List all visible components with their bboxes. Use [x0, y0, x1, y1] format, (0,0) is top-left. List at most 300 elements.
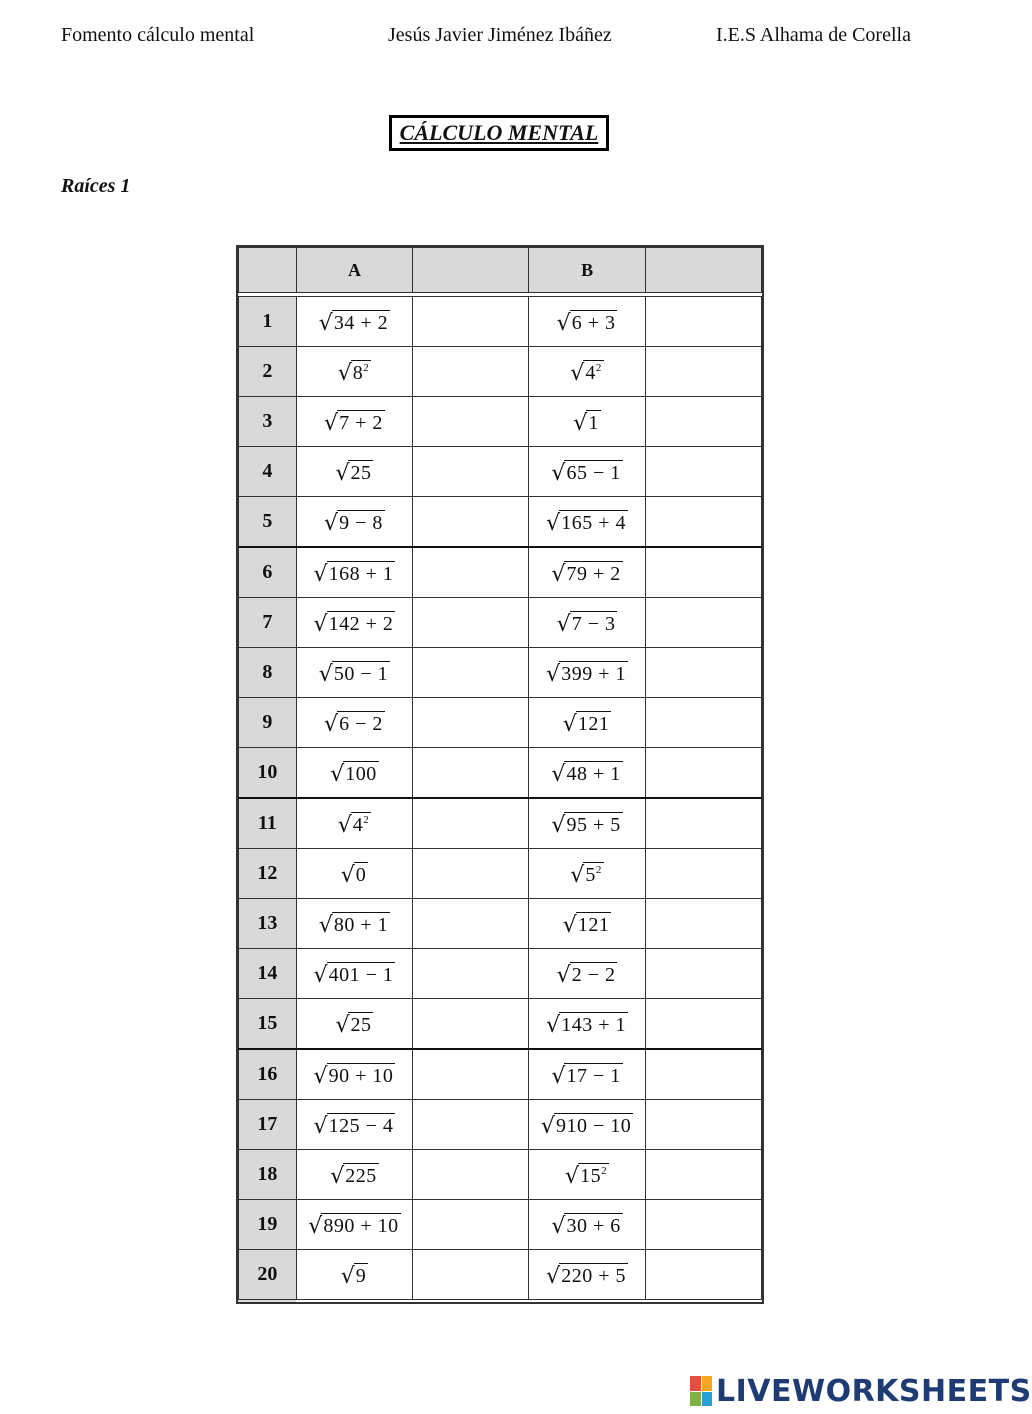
square-root-icon: √ [562, 711, 577, 737]
row-number: 16 [239, 1049, 297, 1100]
table-row [239, 497, 762, 548]
radicand-value: 65 − 1 [566, 461, 621, 484]
row-number: 13 [239, 899, 297, 949]
answer-cell-b[interactable] [645, 1250, 761, 1300]
square-root-icon: √ [335, 460, 350, 486]
radicand-value: 125 − 4 [328, 1114, 394, 1137]
root-expression-b [551, 1213, 622, 1239]
cell-exercise-a [296, 598, 412, 648]
radicand [583, 360, 604, 383]
cell-exercise-a [296, 748, 412, 799]
radicand [354, 862, 369, 885]
root-expression-a [313, 561, 396, 587]
root-expression-a [335, 1012, 373, 1038]
radicand-value: 4 [352, 813, 364, 836]
square-root-icon: √ [573, 410, 588, 436]
answer-cell-b[interactable] [645, 547, 761, 598]
radicand [564, 812, 622, 835]
answer-cell-a[interactable] [413, 1150, 529, 1200]
table-row [239, 798, 762, 849]
row-number: 1 [239, 297, 297, 347]
cell-exercise-a [296, 1200, 412, 1250]
answer-cell-a[interactable] [413, 1049, 529, 1100]
table-row [239, 1100, 762, 1150]
answer-cell-b[interactable] [645, 598, 761, 648]
header-left: Fomento cálculo mental [61, 24, 255, 46]
root-expression-b [573, 410, 601, 436]
radicand [343, 761, 379, 784]
square-root-icon: √ [340, 862, 355, 888]
row-number: 5 [239, 497, 297, 548]
cell-exercise-b [529, 1049, 645, 1100]
root-expression-b [562, 711, 612, 737]
root-expression-b [546, 510, 628, 536]
radicand [559, 661, 628, 684]
square-root-icon: √ [551, 1213, 566, 1239]
radicand-value: 143 + 1 [561, 1013, 626, 1036]
cell-exercise-a [296, 999, 412, 1050]
square-root-icon: √ [313, 1113, 328, 1139]
square-root-icon: √ [551, 460, 566, 486]
answer-cell-a[interactable] [413, 347, 529, 397]
radicand-value: 80 + 1 [333, 913, 389, 936]
square-root-icon: √ [337, 360, 352, 386]
root-expression-b [556, 310, 618, 336]
answer-cell-a[interactable] [413, 297, 529, 347]
answer-cell-a[interactable] [413, 698, 529, 748]
logo-square-green [690, 1392, 701, 1407]
answer-cell-b[interactable] [645, 1150, 761, 1200]
square-root-icon: √ [324, 510, 339, 536]
square-root-icon: √ [337, 812, 352, 838]
root-expression-a [313, 962, 396, 988]
radicand [332, 661, 390, 684]
square-root-icon: √ [313, 561, 328, 587]
row-number: 10 [239, 748, 297, 799]
table-header-row [239, 248, 762, 293]
radicand [348, 1012, 373, 1035]
logo-square-orange [702, 1376, 713, 1391]
answer-cell-a[interactable] [413, 949, 529, 999]
cell-exercise-b [529, 698, 645, 748]
cell-exercise-b [529, 347, 645, 397]
radicand-value: 95 + 5 [566, 813, 621, 836]
answer-cell-b[interactable] [645, 397, 761, 447]
root-expression-a [313, 1063, 396, 1089]
exercise-sheet [236, 245, 764, 1304]
answer-cell-b[interactable] [645, 297, 761, 347]
root-expression-b [556, 611, 618, 637]
radicand [570, 962, 618, 985]
row-number: 17 [239, 1100, 297, 1150]
cell-exercise-b [529, 447, 645, 497]
radicand [564, 1213, 622, 1236]
root-expression-a [335, 460, 373, 486]
row-number: 2 [239, 347, 297, 397]
page-title [389, 115, 609, 151]
square-root-icon: √ [340, 1263, 355, 1289]
square-root-icon: √ [562, 912, 577, 938]
root-expression-b [546, 1012, 628, 1038]
radicand-value: 90 + 10 [328, 1064, 394, 1087]
radicand-value: 220 + 5 [561, 1264, 626, 1287]
radicand-value: 165 + 4 [561, 511, 626, 534]
root-expression-b [546, 1263, 628, 1289]
square-root-icon: √ [551, 761, 566, 787]
radicand-value: 890 + 10 [323, 1214, 399, 1237]
radicand-value: 401 − 1 [328, 963, 394, 986]
square-root-icon: √ [556, 962, 571, 988]
radicand-value: 168 + 1 [328, 562, 394, 585]
radicand-value: 910 − 10 [555, 1114, 632, 1137]
answer-cell-a[interactable] [413, 849, 529, 899]
answer-cell-a[interactable] [413, 598, 529, 648]
square-root-icon: √ [556, 611, 571, 637]
root-expression-a [324, 510, 385, 536]
answer-cell-a[interactable] [413, 999, 529, 1050]
table-row [239, 748, 762, 799]
row-number: 6 [239, 547, 297, 598]
table-row [239, 849, 762, 899]
answer-cell-b[interactable] [645, 1200, 761, 1250]
radicand-value: 0 [355, 863, 367, 886]
cell-exercise-b [529, 1150, 645, 1200]
exponent: 2 [601, 1164, 608, 1177]
answer-cell-a[interactable] [413, 447, 529, 497]
table-row [239, 1150, 762, 1200]
exponent: 2 [363, 361, 370, 374]
square-root-icon: √ [551, 561, 566, 587]
cell-exercise-a [296, 949, 412, 999]
cell-exercise-a [296, 447, 412, 497]
header-author: Jesús Javier Jiménez Ibáñez [388, 24, 612, 46]
radicand-value: 4 [585, 361, 596, 384]
square-root-icon: √ [313, 962, 328, 988]
square-root-icon: √ [324, 711, 339, 737]
header-school: I.E.S Alhama de Corella [716, 24, 911, 46]
square-root-icon: √ [313, 611, 328, 637]
root-expression-b [556, 962, 618, 988]
square-root-icon: √ [324, 410, 339, 436]
cell-exercise-b [529, 598, 645, 648]
square-root-icon: √ [330, 761, 345, 787]
answer-cell-b[interactable] [645, 347, 761, 397]
answer-cell-a[interactable] [413, 547, 529, 598]
radicand [576, 711, 612, 734]
radicand [337, 711, 385, 734]
radicand-value: 34 + 2 [333, 311, 389, 334]
radicand [564, 1063, 622, 1086]
answer-cell-b[interactable] [645, 497, 761, 548]
root-expression-b [551, 761, 622, 787]
row-number: 4 [239, 447, 297, 497]
root-expression-b [562, 912, 612, 938]
radicand-value: 7 + 2 [339, 411, 383, 434]
row-number: 9 [239, 698, 297, 748]
square-root-icon: √ [565, 1163, 580, 1189]
exponent: 2 [363, 813, 370, 826]
root-expression-b [551, 460, 622, 486]
root-expression-a [318, 912, 390, 938]
answer-cell-b[interactable] [645, 1049, 761, 1100]
radicand [554, 1113, 633, 1136]
answer-cell-b[interactable] [645, 1100, 761, 1150]
square-root-icon: √ [551, 1063, 566, 1089]
root-expression-a [337, 812, 372, 838]
radicand [348, 460, 373, 483]
answer-cell-a[interactable] [413, 748, 529, 799]
row-number: 14 [239, 949, 297, 999]
answer-cell-b[interactable] [645, 798, 761, 849]
radicand-value: 6 + 3 [571, 311, 616, 334]
cell-exercise-a [296, 899, 412, 949]
exponent: 2 [595, 361, 602, 374]
row-number: 19 [239, 1200, 297, 1250]
radicand [351, 812, 372, 835]
square-root-icon: √ [570, 360, 585, 386]
answer-cell-b[interactable] [645, 849, 761, 899]
square-root-icon: √ [546, 1263, 561, 1289]
table-row [239, 949, 762, 999]
answer-cell-a[interactable] [413, 648, 529, 698]
logo-square-red [690, 1376, 701, 1391]
radicand [559, 1263, 628, 1286]
radicand [576, 912, 612, 935]
radicand [327, 962, 396, 985]
radicand-value: 9 − 8 [339, 511, 383, 534]
page-title-text: CÁLCULO MENTAL [399, 120, 599, 145]
radicand [327, 611, 396, 634]
radicand [327, 1063, 396, 1086]
square-root-icon: √ [546, 661, 561, 687]
radicand [559, 1012, 628, 1035]
root-expression-a [330, 761, 379, 787]
cell-exercise-b [529, 949, 645, 999]
corner-cell [239, 248, 297, 293]
radicand [343, 1163, 379, 1186]
radicand [586, 410, 601, 433]
radicand-value: 9 [355, 1264, 367, 1287]
radicand [570, 310, 618, 333]
radicand [332, 912, 390, 935]
root-expression-a [324, 410, 385, 436]
answer-cell-b[interactable] [645, 648, 761, 698]
square-root-icon: √ [556, 310, 571, 336]
root-expression-a [318, 310, 390, 336]
radicand-value: 7 − 3 [571, 612, 616, 635]
cell-exercise-a [296, 1049, 412, 1100]
cell-exercise-b [529, 999, 645, 1050]
square-root-icon: √ [318, 661, 333, 687]
cell-exercise-a [296, 397, 412, 447]
row-number: 20 [239, 1250, 297, 1300]
row-number: 15 [239, 999, 297, 1050]
root-expression-a [337, 360, 372, 386]
logo-text: LIVEWORKSHEETS [716, 1373, 1032, 1409]
radicand [337, 510, 385, 533]
cell-exercise-b [529, 1100, 645, 1150]
row-number: 12 [239, 849, 297, 899]
table-row [239, 1250, 762, 1300]
table-row [239, 698, 762, 748]
radicand-value: 15 [580, 1164, 602, 1187]
section-subtitle: Raíces 1 [61, 175, 131, 197]
root-expression-b [546, 661, 628, 687]
table-row [239, 999, 762, 1050]
root-expression-a [340, 1263, 369, 1289]
table-row [239, 1200, 762, 1250]
cell-exercise-b [529, 1200, 645, 1250]
answer-cell-b[interactable] [645, 748, 761, 799]
cell-exercise-b [529, 748, 645, 799]
table-row [239, 297, 762, 347]
table-row [239, 347, 762, 397]
root-expression-a [340, 862, 369, 888]
cell-exercise-a [296, 297, 412, 347]
radicand [578, 1163, 609, 1186]
radicand-value: 48 + 1 [566, 762, 621, 785]
cell-exercise-a [296, 849, 412, 899]
radicand-value: 399 + 1 [561, 662, 626, 685]
radicand [327, 1113, 396, 1136]
root-expression-b [551, 561, 622, 587]
radicand [327, 561, 396, 584]
square-root-icon: √ [330, 1163, 345, 1189]
answer-cell-a[interactable] [413, 1250, 529, 1300]
answer-cell-b[interactable] [645, 999, 761, 1050]
logo-square-blue [702, 1392, 713, 1407]
cell-exercise-a [296, 1150, 412, 1200]
root-expression-b [540, 1113, 633, 1139]
root-expression-b [570, 360, 604, 386]
root-expression-a [313, 1113, 396, 1139]
cell-exercise-b [529, 648, 645, 698]
answer-cell-b[interactable] [645, 899, 761, 949]
radicand-value: 142 + 2 [328, 612, 394, 635]
cell-exercise-b [529, 849, 645, 899]
radicand [564, 460, 622, 483]
radicand [321, 1213, 400, 1236]
radicand [583, 862, 604, 885]
cell-exercise-a [296, 1100, 412, 1150]
square-root-icon: √ [335, 1012, 350, 1038]
root-expression-a [308, 1213, 400, 1239]
root-expression-a [318, 661, 390, 687]
square-root-icon: √ [318, 310, 333, 336]
root-expression-b [551, 812, 622, 838]
cell-exercise-a [296, 347, 412, 397]
cell-exercise-a [296, 547, 412, 598]
cell-exercise-a [296, 497, 412, 548]
row-number: 8 [239, 648, 297, 698]
square-root-icon: √ [313, 1063, 328, 1089]
answer-cell-b[interactable] [645, 447, 761, 497]
radicand-value: 100 [345, 762, 377, 785]
row-number: 18 [239, 1150, 297, 1200]
radicand-value: 25 [350, 1013, 372, 1036]
column-header-a: A [296, 248, 412, 293]
cell-exercise-b [529, 1250, 645, 1300]
answer-cell-b[interactable] [645, 949, 761, 999]
cell-exercise-b [529, 397, 645, 447]
square-root-icon: √ [546, 1012, 561, 1038]
radicand [351, 360, 372, 383]
square-root-icon: √ [546, 510, 561, 536]
cell-exercise-b [529, 497, 645, 548]
root-expression-a [324, 711, 385, 737]
answer-cell-a[interactable] [413, 798, 529, 849]
cell-exercise-b [529, 547, 645, 598]
table-row [239, 648, 762, 698]
exercise-table [238, 247, 762, 1300]
radicand [559, 510, 628, 533]
row-number: 11 [239, 798, 297, 849]
logo-mark-icon [690, 1376, 712, 1406]
radicand-value: 5 [585, 863, 596, 886]
table-row [239, 447, 762, 497]
table-row [239, 598, 762, 648]
root-expression-a [313, 611, 396, 637]
root-expression-b [551, 1063, 622, 1089]
root-expression-a [330, 1163, 379, 1189]
root-expression-b [565, 1163, 609, 1189]
radicand-value: 2 − 2 [571, 963, 616, 986]
column-header-b: B [529, 248, 645, 293]
radicand-value: 121 [577, 913, 610, 936]
column-header-answer-b [645, 248, 761, 293]
exponent: 2 [595, 863, 602, 876]
answer-cell-a[interactable] [413, 497, 529, 548]
square-root-icon: √ [318, 912, 333, 938]
column-header-answer-a [413, 248, 529, 293]
square-root-icon: √ [540, 1113, 555, 1139]
table-row [239, 899, 762, 949]
radicand-value: 1 [588, 411, 599, 434]
radicand-value: 30 + 6 [566, 1214, 621, 1237]
radicand-value: 79 + 2 [566, 562, 621, 585]
radicand [564, 761, 622, 784]
radicand-value: 121 [577, 712, 610, 735]
cell-exercise-b [529, 798, 645, 849]
answer-cell-a[interactable] [413, 1200, 529, 1250]
square-root-icon: √ [551, 812, 566, 838]
square-root-icon: √ [570, 862, 585, 888]
root-expression-b [570, 862, 604, 888]
radicand [570, 611, 618, 634]
cell-exercise-a [296, 798, 412, 849]
radicand-value: 50 − 1 [333, 662, 389, 685]
answer-cell-a[interactable] [413, 899, 529, 949]
row-number: 7 [239, 598, 297, 648]
radicand [354, 1263, 369, 1286]
answer-cell-a[interactable] [413, 1100, 529, 1150]
cell-exercise-b [529, 899, 645, 949]
table-row [239, 397, 762, 447]
radicand-value: 17 − 1 [566, 1064, 621, 1087]
cell-exercise-a [296, 1250, 412, 1300]
cell-exercise-a [296, 648, 412, 698]
cell-exercise-a [296, 698, 412, 748]
liveworksheets-logo [690, 1371, 1032, 1411]
row-number: 3 [239, 397, 297, 447]
answer-cell-a[interactable] [413, 397, 529, 447]
square-root-icon: √ [308, 1213, 323, 1239]
radicand [332, 310, 390, 333]
answer-cell-b[interactable] [645, 698, 761, 748]
table-row [239, 1049, 762, 1100]
table-row [239, 547, 762, 598]
radicand-value: 25 [350, 461, 372, 484]
